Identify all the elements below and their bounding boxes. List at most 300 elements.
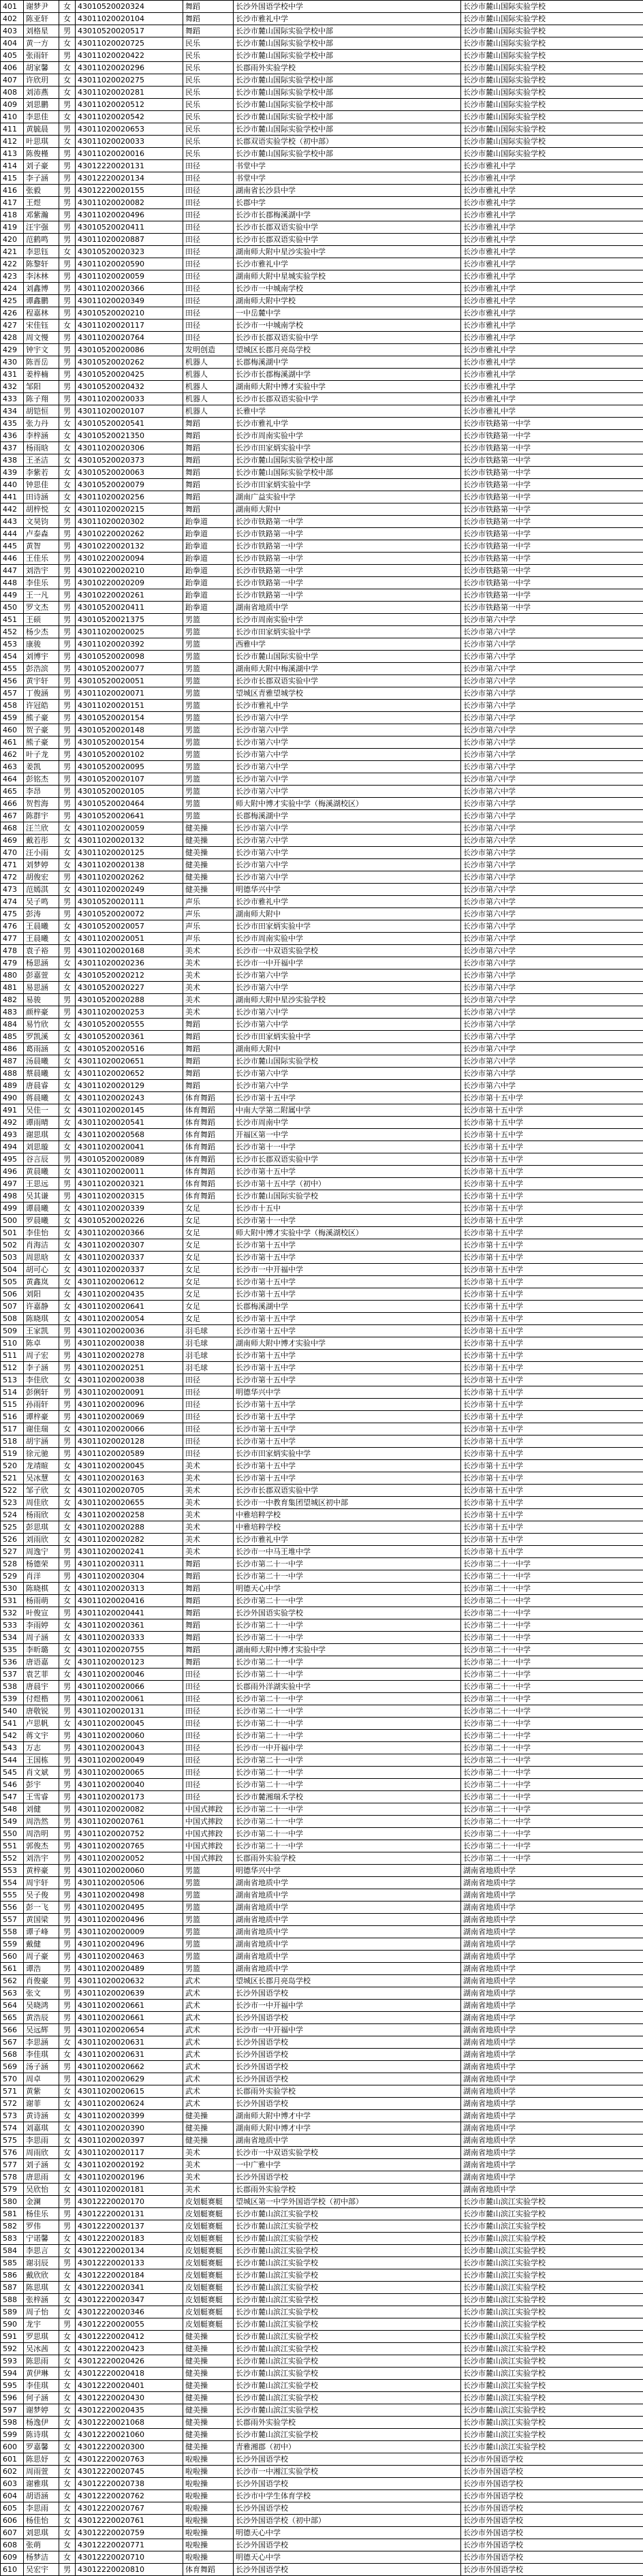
admitted-school: 长沙市第六中学: [461, 761, 643, 773]
row-number: 494: [1, 1141, 24, 1153]
specialty: 美术: [183, 1509, 234, 1521]
admitted-school: 长沙市第六中学: [461, 945, 643, 957]
row-number: 504: [1, 1264, 24, 1276]
specialty: 健美操: [183, 2135, 234, 2147]
specialty: 舞蹈: [183, 1080, 234, 1092]
gender: 女: [59, 2085, 76, 2098]
table-row: [1, 2343, 643, 2355]
specialty: 啦啦操: [183, 2551, 234, 2564]
original-school: 长沙市第二十一中学: [234, 1558, 461, 1570]
table-row: [1, 1264, 643, 1276]
admitted-school: 长沙市第二十一中学: [461, 1791, 643, 1803]
student-name: 杨雨萌: [24, 1595, 59, 1607]
gender: 男: [59, 1190, 76, 1202]
gender: 男: [59, 258, 76, 270]
table-row: [1, 2392, 643, 2404]
specialty: 田径: [183, 1779, 234, 1791]
gender: 女: [59, 2515, 76, 2527]
original-school: 中雅培粹学校: [234, 1521, 461, 1534]
student-name: 谢羽辰: [24, 2257, 59, 2269]
admitted-school: 长沙市第二十一中学: [461, 1656, 643, 1669]
row-number: 495: [1, 1153, 24, 1166]
table-row: [1, 197, 643, 209]
admitted-school: 长沙市麓山滨江实验学校: [461, 2269, 643, 2282]
gender: 男: [59, 2220, 76, 2233]
table-row: [1, 74, 643, 87]
student-name: 吴宏宇: [24, 2564, 59, 2576]
admitted-school: 长沙市麓山滨江实验学校: [461, 2196, 643, 2208]
id-number: 43011020020215: [76, 503, 183, 516]
id-number: 43011020020399: [76, 2110, 183, 2122]
admitted-school: 长沙市第十五中学: [461, 1276, 643, 1288]
row-number: 497: [1, 1178, 24, 1190]
row-number: 506: [1, 1288, 24, 1301]
specialty: 皮划艇赛艇: [183, 2294, 234, 2306]
row-number: 486: [1, 1043, 24, 1055]
original-school: 长沙市中学生体育学校: [234, 2490, 461, 2502]
student-name: 谭子峰: [24, 1926, 59, 1938]
gender: 女: [59, 2392, 76, 2404]
student-name: 吴冰茜: [24, 2343, 59, 2355]
specialty: 田径: [183, 160, 234, 172]
row-number: 448: [1, 577, 24, 589]
admitted-school: 长沙市第十五中学: [461, 1227, 643, 1239]
original-school: 长沙市第二十一中学: [234, 1803, 461, 1816]
specialty: 跆拳道: [183, 528, 234, 540]
gender: 女: [59, 1485, 76, 1497]
id-number: 43011020020132: [76, 835, 183, 847]
admitted-school: 长沙市麓山国际实验学校: [461, 62, 643, 74]
student-name: 周逸宁: [24, 1546, 59, 1558]
table-row: [1, 2466, 643, 2478]
gender: 女: [59, 136, 76, 148]
row-number: 470: [1, 847, 24, 859]
original-school: 望城区第一中学外国语学校（初中部）: [234, 2196, 461, 2208]
specialty: 舞蹈: [183, 1019, 234, 1031]
row-number: 444: [1, 528, 24, 540]
row-number: 582: [1, 2220, 24, 2233]
table-row: [1, 1595, 643, 1607]
table-row: [1, 283, 643, 295]
gender: 男: [59, 516, 76, 528]
student-name: 周雨萱: [24, 2466, 59, 2478]
id-number: 43010520020464: [76, 798, 183, 810]
table-row: [1, 908, 643, 920]
table-row: [1, 1619, 643, 1632]
original-school: 长沙外国语学校: [234, 2061, 461, 2073]
table-row: [1, 700, 643, 712]
table-row: [1, 516, 643, 528]
admitted-school: 湖南省地质中学: [461, 1938, 643, 1951]
student-name: 彭嘉萱: [24, 969, 59, 982]
gender: 女: [59, 2417, 76, 2429]
admitted-school: 长沙市第六中学: [461, 675, 643, 687]
student-name: 付煜楷: [24, 1693, 59, 1705]
gender: 女: [59, 2184, 76, 2196]
id-number: 43012220020745: [76, 2466, 183, 2478]
table-row: [1, 957, 643, 969]
table-row: [1, 847, 643, 859]
gender: 男: [59, 2012, 76, 2024]
gender: 男: [59, 1448, 76, 1460]
admitted-school: 长沙市第二十一中学: [461, 1816, 643, 1828]
specialty: 民乐: [183, 136, 234, 148]
row-number: 523: [1, 1497, 24, 1509]
table-row: [1, 1828, 643, 1840]
original-school: 长沙市第六中学: [234, 1019, 461, 1031]
id-number: 43011020020392: [76, 638, 183, 651]
original-school: 长沙市第六中学: [234, 749, 461, 761]
specialty: 体育舞蹈: [183, 1153, 234, 1166]
student-name: 谢梦尹: [24, 1, 59, 13]
admitted-school: 长沙市第六中学: [461, 786, 643, 798]
gender: 男: [59, 1350, 76, 1362]
row-number: 466: [1, 798, 24, 810]
specialty: 舞蹈: [183, 442, 234, 454]
specialty: 机器人: [183, 369, 234, 381]
gender: 女: [59, 1239, 76, 1252]
specialty: 体育舞蹈: [183, 1092, 234, 1104]
table-row: [1, 1779, 643, 1791]
row-number: 601: [1, 2453, 24, 2466]
table-row: [1, 1166, 643, 1178]
specialty: 舞蹈: [183, 1644, 234, 1656]
id-number: 43011020020138: [76, 859, 183, 871]
table-row: [1, 111, 643, 123]
row-number: 485: [1, 1031, 24, 1043]
row-number: 413: [1, 148, 24, 160]
row-number: 420: [1, 234, 24, 246]
specialty: 男篮: [183, 773, 234, 786]
original-school: 长沙市周南实验中学: [234, 933, 461, 945]
gender: 男: [59, 1865, 76, 1877]
table-row: [1, 87, 643, 99]
gender: 女: [59, 1019, 76, 1031]
id-number: 43011020020589: [76, 1448, 183, 1460]
admitted-school: 长沙市第二十一中学: [461, 1779, 643, 1791]
row-number: 478: [1, 945, 24, 957]
table-row: [1, 1104, 643, 1117]
id-number: 43010520020432: [76, 381, 183, 393]
specialty: 啦啦操: [183, 2453, 234, 2466]
table-row: [1, 1313, 643, 1325]
row-number: 435: [1, 418, 24, 430]
row-number: 572: [1, 2098, 24, 2110]
specialty: 田径: [183, 1705, 234, 1718]
specialty: 男篮: [183, 712, 234, 724]
specialty: 女足: [183, 1301, 234, 1313]
gender: 男: [59, 2000, 76, 2012]
gender: 女: [59, 2441, 76, 2453]
original-school: 望城区长郡月亮岛学校: [234, 1975, 461, 1987]
gender: 男: [59, 553, 76, 565]
original-school: 湖南省地质中学: [234, 1914, 461, 1926]
table-row: [1, 1656, 643, 1669]
gender: 男: [59, 1558, 76, 1570]
row-number: 503: [1, 1252, 24, 1264]
row-number: 440: [1, 479, 24, 491]
id-number: 43012220020423: [76, 2343, 183, 2355]
id-number: 43011020020302: [76, 516, 183, 528]
id-number: 43011020020065: [76, 1767, 183, 1779]
original-school: 湖南师大附中梅溪湖中学: [234, 663, 461, 675]
id-number: 43010520020262: [76, 356, 183, 369]
student-name: 程嘉林: [24, 307, 59, 320]
student-name: 肖洋: [24, 1570, 59, 1583]
admitted-school: 长沙市铁路第一中学: [461, 528, 643, 540]
table-row: [1, 148, 643, 160]
specialty: 武术: [183, 2049, 234, 2061]
row-number: 583: [1, 2233, 24, 2245]
student-name: 王家凯: [24, 1325, 59, 1337]
table-row: [1, 1019, 643, 1031]
row-number: 512: [1, 1362, 24, 1374]
specialty: 皮划艇赛艇: [183, 2318, 234, 2331]
row-number: 533: [1, 1619, 24, 1632]
student-name: 李思雨: [24, 2502, 59, 2515]
student-name: 康骏: [24, 638, 59, 651]
gender: 女: [59, 13, 76, 25]
specialty: 跆拳道: [183, 565, 234, 577]
admitted-school: 长沙市雅礼中学: [461, 270, 643, 283]
row-number: 603: [1, 2478, 24, 2490]
student-name: 唐语嘉: [24, 1656, 59, 1669]
gender: 男: [59, 687, 76, 700]
student-name: 周子宏: [24, 1350, 59, 1362]
gender: 男: [59, 1877, 76, 1889]
gender: 女: [59, 1497, 76, 1509]
id-number: 43010520020057: [76, 920, 183, 933]
table-row: [1, 589, 643, 602]
original-school: 师大附中博才实验中学（梅溪湖校区）: [234, 798, 461, 810]
student-name: 邓紫瀚: [24, 209, 59, 221]
row-number: 437: [1, 442, 24, 454]
student-name: 宋佳钰: [24, 320, 59, 332]
table-row: [1, 1754, 643, 1767]
admitted-school: 长沙市雅礼中学: [461, 234, 643, 246]
id-number: 43010520020154: [76, 712, 183, 724]
table-row: [1, 1399, 643, 1411]
gender: 男: [59, 1963, 76, 1975]
original-school: 长沙市第十五中学（初中）: [234, 1178, 461, 1190]
original-school: 长沙市第十五中学: [234, 1325, 461, 1337]
student-name: 易骏: [24, 994, 59, 1006]
specialty: 皮划艇赛艇: [183, 2220, 234, 2233]
specialty: 男篮: [183, 1889, 234, 1902]
row-number: 520: [1, 1460, 24, 1472]
admitted-school: 长沙市第六中学: [461, 859, 643, 871]
student-name: 肖文斌: [24, 1767, 59, 1779]
student-name: 易竹欣: [24, 1019, 59, 1031]
original-school: 长沙市田家炳实验中学: [234, 626, 461, 638]
student-name: 许嘉静: [24, 1301, 59, 1313]
table-row: [1, 369, 643, 381]
student-name: 陈思琪: [24, 2282, 59, 2294]
gender: 女: [59, 1644, 76, 1656]
original-school: 长沙市周南中学: [234, 1117, 461, 1129]
table-row: [1, 2404, 643, 2417]
row-number: 554: [1, 1877, 24, 1889]
table-row: [1, 1509, 643, 1521]
table-row: [1, 209, 643, 221]
original-school: 长沙市一中城南学校: [234, 283, 461, 295]
table-row: [1, 2049, 643, 2061]
id-number: 43011020020496: [76, 1938, 183, 1951]
gender: 女: [59, 2306, 76, 2318]
table-row: [1, 1669, 643, 1681]
id-number: 43012220020763: [76, 2453, 183, 2466]
row-number: 462: [1, 749, 24, 761]
gender: 女: [59, 1632, 76, 1644]
id-number: 43011020020361: [76, 1619, 183, 1632]
specialty: 体育舞蹈: [183, 1178, 234, 1190]
gender: 男: [59, 651, 76, 663]
row-number: 432: [1, 381, 24, 393]
table-row: [1, 2453, 643, 2466]
id-number: 43011020020066: [76, 1681, 183, 1693]
specialty: 中国式摔跤: [183, 1852, 234, 1865]
student-name: 范嫣淇: [24, 884, 59, 896]
id-number: 43011020020258: [76, 1509, 183, 1521]
id-number: 43011020020082: [76, 197, 183, 209]
gender: 女: [59, 1656, 76, 1669]
id-number: 43011020020282: [76, 1534, 183, 1546]
table-row: [1, 37, 643, 50]
id-number: 43011020020653: [76, 123, 183, 136]
admitted-school: 长沙市第二十一中学: [461, 1754, 643, 1767]
original-school: 长沙市第六中学: [234, 871, 461, 884]
student-name: 钟宇文: [24, 344, 59, 356]
admitted-school: 长沙市第十五中学: [461, 1337, 643, 1350]
admitted-school: 长沙市麓山滨江实验学校: [461, 2245, 643, 2257]
admitted-school: 长沙市第二十一中学: [461, 1828, 643, 1840]
id-number: 43011020020091: [76, 1386, 183, 1399]
original-school: 长沙市麓山滨江实验学校: [234, 2257, 461, 2269]
admitted-school: 长沙市第二十一中学: [461, 1607, 643, 1619]
admitted-school: 长沙市雅礼中学: [461, 320, 643, 332]
table-row: [1, 1227, 643, 1239]
specialty: 美术: [183, 1521, 234, 1534]
admitted-school: 长沙市外国语学校: [461, 2478, 643, 2490]
admitted-school: 长沙市麓山国际实验学校: [461, 50, 643, 62]
row-number: 590: [1, 2318, 24, 2331]
id-number: 43011020020366: [76, 1227, 183, 1239]
table-row: [1, 920, 643, 933]
table-row: [1, 2036, 643, 2049]
admitted-school: 长沙市第二十一中学: [461, 1570, 643, 1583]
admitted-school: 长沙市雅礼中学: [461, 185, 643, 197]
gender: 男: [59, 209, 76, 221]
admitted-school: 长沙市麓山国际实验学校: [461, 37, 643, 50]
original-school: 湖南省长沙县中学: [234, 185, 461, 197]
row-number: 535: [1, 1644, 24, 1656]
table-row: [1, 2441, 643, 2453]
student-name: 杨少杰: [24, 626, 59, 638]
gender: 男: [59, 1546, 76, 1558]
specialty: 男篮: [183, 1951, 234, 1963]
id-number: 43011020020337: [76, 1252, 183, 1264]
row-number: 461: [1, 736, 24, 749]
row-number: 457: [1, 687, 24, 700]
original-school: 长沙市第六中学: [234, 761, 461, 773]
table-row: [1, 1644, 643, 1656]
student-name: 葛雨涵: [24, 1043, 59, 1055]
row-number: 598: [1, 2417, 24, 2429]
gender: 女: [59, 2122, 76, 2135]
gender: 女: [59, 1313, 76, 1325]
row-number: 584: [1, 2245, 24, 2257]
student-name: 汤子涵: [24, 2061, 59, 2073]
student-name: 王煜: [24, 197, 59, 209]
row-number: 446: [1, 553, 24, 565]
admitted-school: 长沙市铁路第一中学: [461, 553, 643, 565]
original-school: 明德天心中学: [234, 2551, 461, 2564]
id-number: 43012220020759: [76, 2527, 183, 2539]
student-name: 彭浩滨: [24, 663, 59, 675]
student-name: 胡语涵: [24, 2490, 59, 2502]
gender: 女: [59, 1215, 76, 1227]
row-number: 516: [1, 1411, 24, 1423]
original-school: 长沙外国语学校: [234, 2073, 461, 2085]
row-number: 487: [1, 1055, 24, 1068]
original-school: 长沙市田家炳实验中学: [234, 442, 461, 454]
gender: 女: [59, 2429, 76, 2441]
admitted-school: 长沙市铁路第一中学: [461, 430, 643, 442]
specialty: 皮划艇赛艇: [183, 2269, 234, 2282]
gender: 男: [59, 724, 76, 736]
original-school: 长沙市铁路第一中学: [234, 516, 461, 528]
specialty: 健美操: [183, 2122, 234, 2135]
original-school: 长沙外国语学校: [234, 2012, 461, 2024]
id-number: 43011020020052: [76, 1852, 183, 1865]
id-number: 43011020020495: [76, 1902, 183, 1914]
table-row: [1, 2551, 643, 2564]
row-number: 529: [1, 1570, 24, 1583]
gender: 男: [59, 871, 76, 884]
specialty: 男篮: [183, 700, 234, 712]
specialty: 跆拳道: [183, 516, 234, 528]
specialty: 健美操: [183, 2110, 234, 2122]
student-name: 周宇轩: [24, 1877, 59, 1889]
table-row: [1, 1681, 643, 1693]
id-number: 43011020020498: [76, 1889, 183, 1902]
student-name: 彭一飞: [24, 1902, 59, 1914]
specialty: 皮划艇赛艇: [183, 2208, 234, 2220]
specialty: 田径: [183, 172, 234, 185]
specialty: 羽毛球: [183, 1337, 234, 1350]
student-name: 张雨轩: [24, 50, 59, 62]
original-school: 长沙市一中开福中学: [234, 957, 461, 969]
admitted-school: 长沙市第六中学: [461, 798, 643, 810]
admitted-school: 长沙市第十五中学: [461, 1534, 643, 1546]
specialty: 皮划艇赛艇: [183, 2245, 234, 2257]
student-name: 唐思雨: [24, 2171, 59, 2184]
gender: 女: [59, 2269, 76, 2282]
table-row: [1, 2073, 643, 2085]
id-number: 43010220020209: [76, 577, 183, 589]
table-row: [1, 528, 643, 540]
gender: 女: [59, 87, 76, 99]
id-number: 43011020020631: [76, 2049, 183, 2061]
original-school: 长沙市第二十一中学: [234, 1619, 461, 1632]
table-row: [1, 1239, 643, 1252]
student-name: 张梓涵: [24, 2294, 59, 2306]
specialty: 民乐: [183, 62, 234, 74]
original-school: 湖南师大附中博才中学: [234, 2110, 461, 2122]
original-school: 长沙市麓山滨江实验学校: [234, 2343, 461, 2355]
table-row: [1, 430, 643, 442]
specialty: 舞蹈: [183, 1607, 234, 1619]
